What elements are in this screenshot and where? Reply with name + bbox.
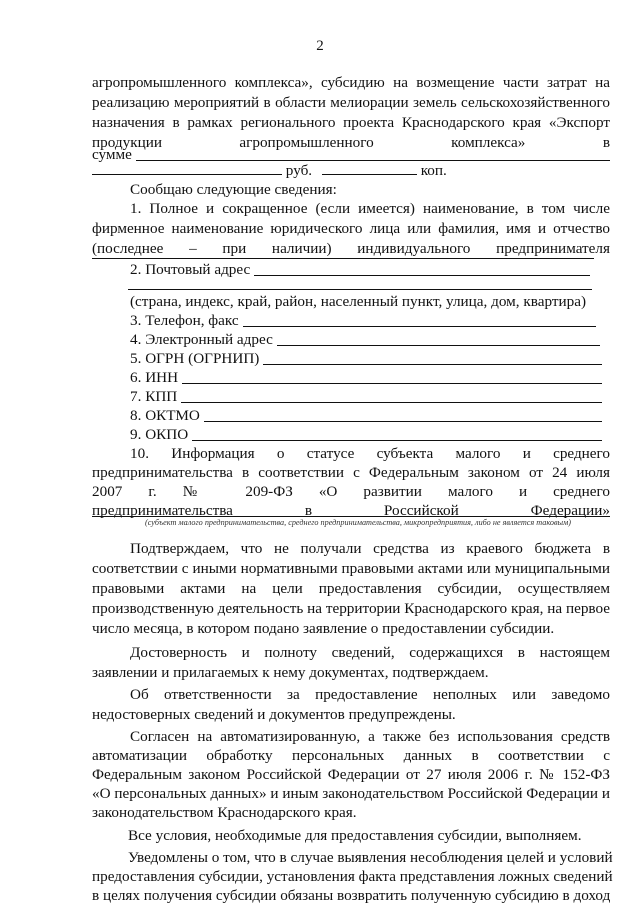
intro-line: назначения в рамках регионального проекта Краснодарского края «Экспорт [92,114,610,131]
postal-address-label: 2. Почтовый адрес [130,261,251,278]
email-row [92,330,610,350]
inn-label: 6. ИНН [130,369,179,386]
paragraph-line: Достоверность и полноту сведений, содержащихся в настоящем [130,644,610,661]
paragraph-line: недостоверных сведений и документов предупреждены. [92,706,456,723]
paragraph-line: производственную деятельность на территории Краснодарского края, на первое [92,600,610,617]
paragraph-line: «О персональных данных» и иным законодательством Российской Федерации и [92,785,610,802]
okpo-field[interactable] [192,439,602,441]
kpp-row [92,387,610,407]
postal-address-hint: (страна, индекс, край, район, населенный пункт, улица, дом, квартира) [130,293,587,310]
ogrn-field[interactable] [263,363,602,365]
paragraph-line: предоставления субсидии, установления факта представления ложных сведений [92,868,613,885]
phone-field[interactable] [243,325,596,327]
inn-field[interactable] [182,382,602,384]
okpo-row [92,425,610,445]
phone-row [92,311,610,331]
intro-line: реализацию мероприятий в области мелиорации земель сельскохозяйственного [92,94,610,111]
intro-line-text: продукции агропромышленного комплекса» в [92,134,610,151]
phone-label: 3. Телефон, факс [130,312,239,329]
kpp-field[interactable] [181,401,602,403]
paragraph-line: в целях получения субсидии обязаны возвратить полученную субсидию в доход [92,887,611,904]
email-label: 4. Электронный адрес [130,331,273,348]
page-number: 2 [316,38,324,54]
paragraph-line: Согласен на автоматизированную, а также без использования средств [130,728,610,745]
name-field[interactable] [92,258,594,259]
ogrn-row [92,349,610,369]
sum-amount-line [92,160,610,181]
rubles-field[interactable] [92,160,282,175]
oktmo-row [92,406,610,426]
paragraph-line: законодательством Краснодарского края. [92,804,357,821]
paragraph-line: правовыми актами на цели предоставления субсидии, осуществляем [92,580,610,597]
item-name-line: фирменное наименование юридического лица или фамилия, имя и отчество [92,220,610,237]
kop-label: коп. [420,162,447,179]
info-heading: Сообщаю следующие сведения: [130,181,337,198]
ogrn-label: 5. ОГРН (ОГРНИП) [130,350,260,367]
oktmo-label: 8. ОКТМО [130,407,200,424]
intro-line: агропромышленного комплекса», субсидию на возмещение части затрат на [92,74,610,91]
sme-status-line: 10. Информация о статусе субъекта малого и среднего [130,445,610,462]
paragraph-line: Все условия, необходимые для предоставления субсидии, выполняем. [128,827,582,844]
sme-status-field[interactable] [92,516,610,517]
postal-address-field-2[interactable] [128,289,592,290]
okpo-label: 9. ОКПО [130,426,189,443]
oktmo-field[interactable] [204,420,602,422]
item-name-line: (последнее – при наличии) индивидуального предпринимателя [92,240,610,257]
postal-address-field[interactable] [254,274,590,276]
sme-status-line: предпринимательства в соответствии с Федеральным законом от 24 июля [92,464,610,481]
sme-status-line: предпринимательства в Российской Федерации» [92,502,610,519]
postal-address-row [92,260,610,280]
rub-label: руб. [285,162,313,179]
paragraph-line: Федеральным законом Российской Федерации от 27 июля 2006 г. № 152-ФЗ [92,766,610,783]
paragraph-line: число месяца, в котором подано заявление о предоставлении субсидии. [92,620,555,637]
kpp-label: 7. КПП [130,388,178,405]
paragraph-line: соответствии с иными нормативными правовыми актами или муниципальными [92,560,610,577]
sme-status-hint: (субъект малого предпринимательства, среднего предпринимательства, микропредприятия, либо не является таковым) [144,518,571,527]
kopecks-field[interactable] [322,160,417,175]
email-field[interactable] [277,344,600,346]
paragraph-line: заявлении и прилагаемых к нему документах, подтверждаем. [92,664,489,681]
item-name-line: 1. Полное и сокращенное (если имеется) наименование, в том числе [130,200,610,217]
paragraph-line: автоматизации обработку персональных данных в соответствии с [92,747,610,764]
paragraph-line: Об ответственности за предоставление неполных или заведомо [130,686,610,703]
paragraph-line: Уведомлены о том, что в случае выявления несоблюдения целей и условий [128,849,613,866]
inn-row [92,368,610,388]
paragraph-line: Подтверждаем, что не получали средства из краевого бюджета в [130,540,610,557]
sme-status-line: 2007 г. № 209-ФЗ «О развитии малого и среднего [92,483,610,500]
sum-label: сумме [92,146,132,163]
